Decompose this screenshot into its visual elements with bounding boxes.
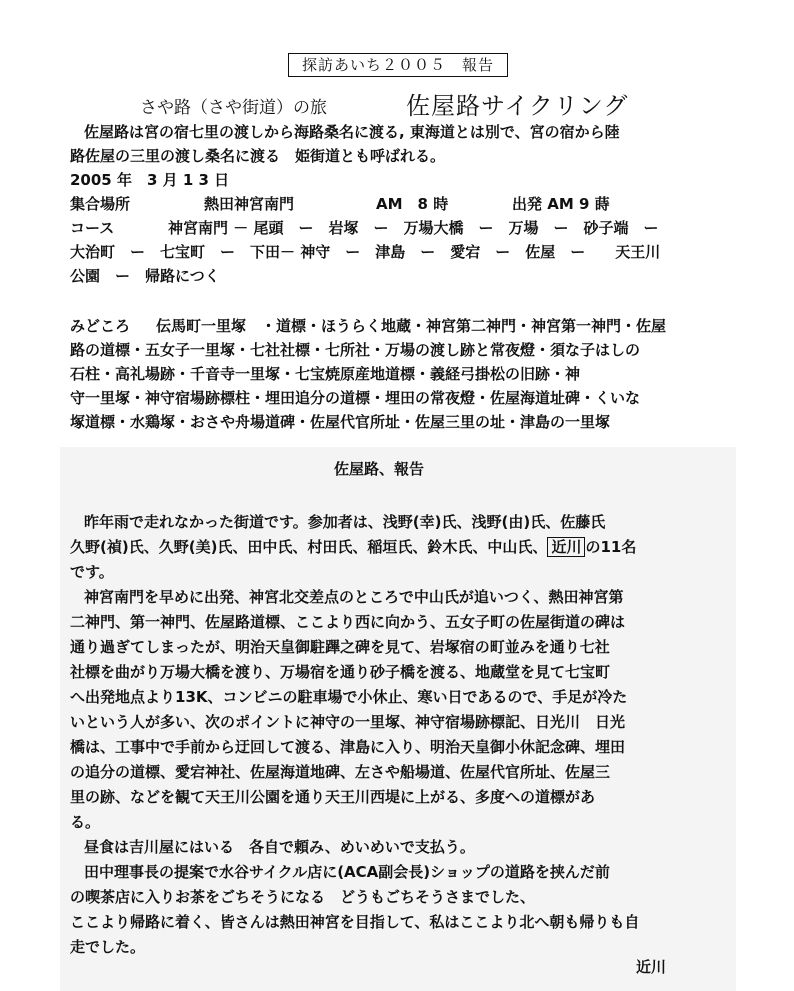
report-p4-line: 田中理事長の提案で水谷サイクル店に(ACA副会長)ショップの道路を挟んだ前 bbox=[84, 863, 610, 881]
meeting-time: AM 8 時 bbox=[376, 195, 449, 213]
report-header-box: 探訪あいち２００５ 報告 bbox=[288, 53, 508, 77]
highlights-line-2: 路の道標・五女子一里塚・七社社標・七所社・万場の渡し跡と常夜燈・須な子はしの bbox=[70, 341, 641, 359]
participants-count: の11名 bbox=[585, 538, 637, 556]
report-heading: 佐屋路、報告 bbox=[334, 460, 425, 478]
meeting-depart: 出発 AM 9 蒔 bbox=[512, 195, 610, 213]
report-p2-line: へ出発地点より13K、コンビニの駐車場で小休止、寒い日であるので、手足が冷た bbox=[70, 688, 628, 706]
intro-line-2: 路佐屋の三里の渡し桑名に渡る 姫街道とも呼ばれる。 bbox=[70, 147, 446, 165]
report-p1-line-1: 昨年雨で走れなかった街道です。参加者は、浅野(幸)氏、浅野(由)氏、佐藤氏 bbox=[84, 513, 606, 531]
participants-text: 久野(禎)氏、久野(美)氏、田中氏、村田氏、稲垣氏、鈴木氏、中山氏、 bbox=[70, 538, 548, 556]
report-p2-line: 里の跡、などを観て天王川公園を通り天王川西堤に上がる、多度への道標があ bbox=[70, 788, 596, 806]
report-p2-line: 社標を曲がり万場大橋を渡り、万場宿を通り砂子橋を渡る、地蔵堂を見て七宝町 bbox=[70, 663, 611, 681]
meeting-place: 熱田神宮南門 bbox=[204, 195, 295, 213]
highlights-line-4: 守一里塚・神守宿場跡標柱・埋田追分の道標・埋田の常夜燈・佐屋海道址碑・くいな bbox=[70, 389, 641, 407]
date-line: 2005 年 3 月 1 3 日 bbox=[70, 171, 230, 189]
report-p4-line: の喫茶店に入りお茶をごちそうになる どうもごちそうさまでした、 bbox=[70, 888, 536, 906]
report-p2-line: 通り過ぎてしまったが、明治天皇御駐蹕之碑を見て、岩塚宿の町並みを通り七社 bbox=[70, 638, 610, 656]
intro-line-1: 佐屋路は宮の宿七里の渡しから海路桑名に渡る, 東海道とは別で、宮の宿から陸 bbox=[84, 123, 620, 141]
report-p1-line-3: です。 bbox=[70, 563, 114, 581]
author-name-boxed: 近川 bbox=[547, 537, 585, 557]
meeting-line bbox=[70, 192, 730, 216]
report-p2-line: いという人が多い、次のポイントに神守の一里塚、神守宿場跡標記、日光川 日光 bbox=[70, 713, 626, 731]
report-p2-line: 神宮南門を早めに出発、神宮北交差点のところで中山氏が追いつく、熱田神宮第 bbox=[84, 588, 624, 606]
report-lunch-line: 昼食は吉川屋にはいる 各自で頼み、めいめいで支払う。 bbox=[84, 838, 475, 856]
report-p2-line: る。 bbox=[70, 813, 101, 831]
report-p2-line: 橋は、工事中で手前から迂回して渡る、津島に入り、明治天皇御小休記念碑、埋田 bbox=[70, 738, 626, 756]
meeting-label: 集合場所 bbox=[70, 195, 131, 213]
highlights-text-1: 伝馬町一里塚 ・道標・ほうらく地蔵・神宮第二神門・神宮第一神門・佐屋 bbox=[156, 317, 667, 335]
page-title: 佐屋路サイクリング bbox=[406, 92, 629, 120]
title-subtitle: さや路（さや街道）の旅 bbox=[140, 98, 327, 118]
course-route-1: 神宮南門 － 尾頭 ー 岩塚 ー 万場大橋 ー 万場 ー 砂子端 ー bbox=[168, 219, 659, 237]
report-p1-line-2 bbox=[70, 535, 636, 559]
report-p2-line: 二神門、第一神門、佐屋路道標、ここより西に向かう、五女子町の佐屋街道の碑は bbox=[70, 613, 626, 631]
highlights-line-1 bbox=[70, 314, 730, 338]
course-line-2: 大治町 ー 七宝町 ー 下田－ 神守 ー 津島 ー 愛宕 ー 佐屋 ー 天王川 bbox=[70, 243, 661, 261]
report-p4-line: 走でした。 bbox=[70, 938, 146, 956]
highlights-line-5: 塚道標・水鶏塚・おさや舟場道碑・佐屋代官所址・佐屋三里の址・津島の一里塚 bbox=[70, 413, 611, 431]
report-p4-line: ここより帰路に着く、皆さんは熱田神宮を目指して、私はここより北へ朝も帰りも自 bbox=[70, 913, 640, 931]
highlights-line-3: 石柱・高礼場跡・千音寺一里塚・七宝焼原産地道標・義経弓掛松の旧跡・神 bbox=[70, 365, 581, 383]
course-line-1 bbox=[70, 216, 730, 240]
course-line-3: 公園 ー 帰路につく bbox=[70, 267, 220, 285]
report-p2-line: の追分の道標、愛宕神社、佐屋海道地碑、左さや船場道、佐屋代官所址、佐屋三 bbox=[70, 763, 611, 781]
author-signature: 近川 bbox=[636, 958, 667, 976]
title-row bbox=[140, 86, 700, 118]
course-label: コース bbox=[70, 219, 115, 237]
highlights-label: みどころ bbox=[70, 317, 131, 335]
